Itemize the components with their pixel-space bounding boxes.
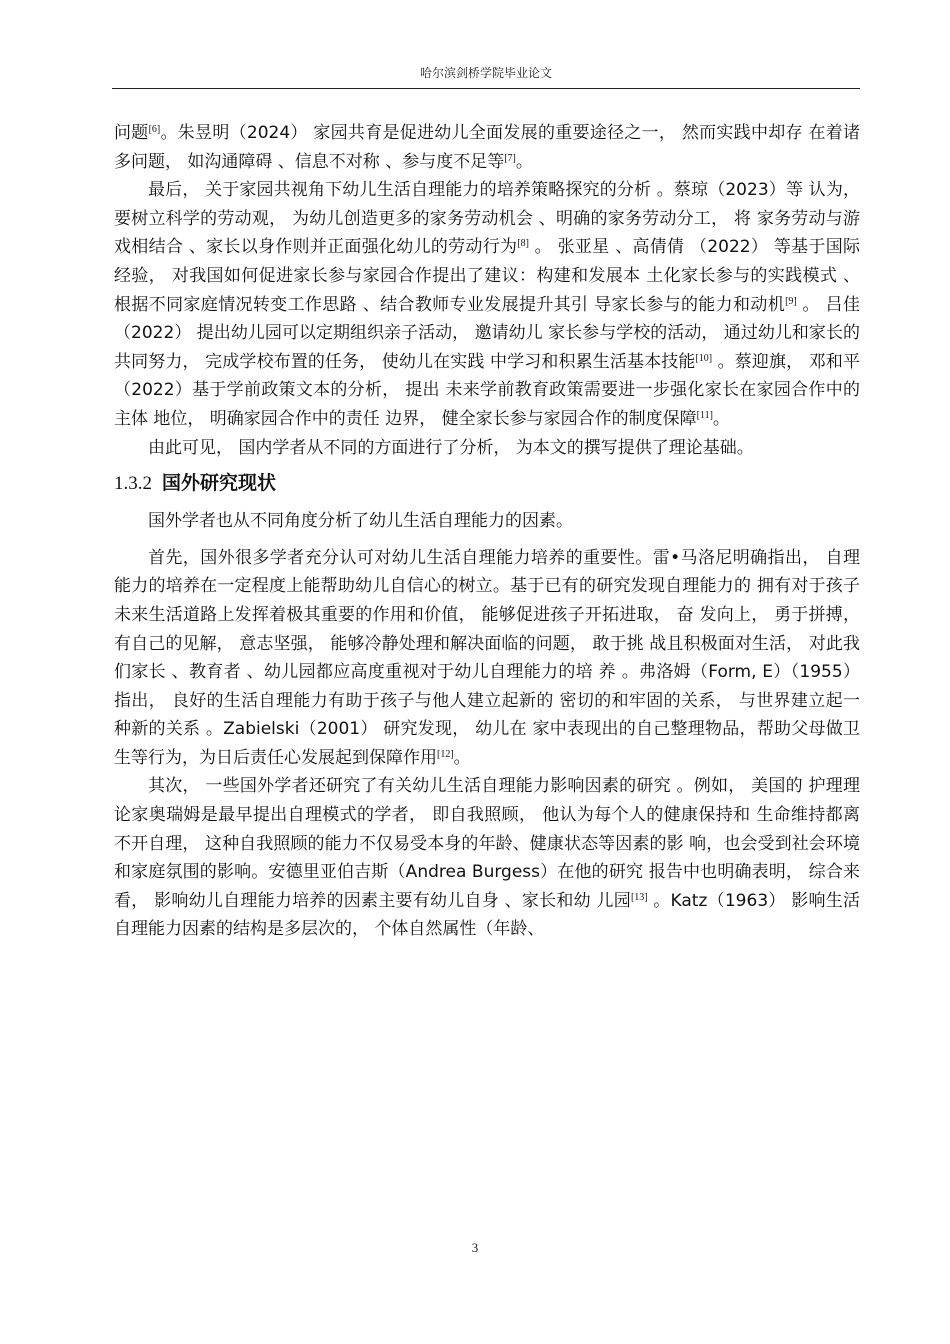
section-heading (114, 468, 860, 499)
paragraph-text: 。 张亚星 、高倩倩 （2022） 等基于国际经验， 对我国如何促进家长参与家园合作提出了建议：构建和发展本 土化家长参与的实践模式 、根据不同家庭情况转变工作思路 、结合教师专业发展提升其引 导家长参与的能力和动机 (114, 237, 860, 315)
section-title: 国外研究现状 (162, 472, 277, 495)
citation: [10] (695, 352, 713, 364)
page-number: 3 (471, 1240, 479, 1255)
citation: [12] (437, 748, 454, 760)
paragraph-text: 其次， 一些国外学者还研究了有关幼儿生活自理能力影响因素的研究 。例如， 美国的 护理理论家奥瑞姆是最早提出自理模式的学者， 即自我照顾， 他认为每个人的健康保持和 生命维持都离不开自理， 这种自我照顾的能力不仅易受本身的年龄、健康状态等因素的影 响，也会受到社会环境和家庭氛围的影响。安德里亚伯吉斯（Andrea Burgess）在他的研究 报告中也明确表明， 综合来看， 影响幼儿自理能力培养的因素主要有幼儿自身 、家长和幼 儿园 (114, 776, 860, 911)
paragraph-text: 国外学者也从不同角度分析了幼儿生活自理能力的因素。 (148, 511, 573, 532)
paragraph-foreign-importance (114, 544, 860, 773)
paragraph-domestic-problems (114, 119, 860, 176)
citation: [11] (696, 409, 713, 421)
citation: [6] (148, 124, 161, 135)
paragraph-text: 。 (453, 747, 471, 768)
citation: [9] (785, 295, 797, 307)
paragraph-text: 。Katz（1963） 影响生活自理能力因素的结构是多层次的， 个体自然属性（年龄、 (114, 890, 860, 940)
paragraph-text: 首先，国外很多学者充分认可对幼儿生活自理能力培养的重要性。雷•马洛尼明确指出， 自理能力的培养在一定程度上能帮助幼儿自信心的树立。基于已有的研究发现自理能力的 拥有对于孩子未来生活道路上发挥着极其重要的作用和价值， 能够促进孩子开拓进取， 奋 发向上， 勇于拼搏， 有自己的见解， 意志坚强， 能够冷静处理和解决面临的问题， 敢于挑 战且积极面对生活， 对此我们家长 、教育者 、幼儿园都应高度重视对于幼儿自理能力的培 养 。弗洛姆（Form, E）（1955）指出， 良好的生活自理能力有助于孩子与他人建立起新的 密切的和牢固的关系， 与世界建立起一种新的关系 。Zabielski（2001） 研究发现， 幼儿在 家中表现出的自己整理物品，帮助父母做卫生等行为，为日后责任心发展起到保障作用 (114, 547, 860, 768)
paragraph-text: 最后， 关于家园共视角下幼儿生活自理能力的培养策略探究的分析 。蔡琼（2023）等 认为， 要树立科学的劳动观， 为幼儿创造更多的家务劳动机会 、明确的家务劳动分工， 将 家务劳动与游戏相结合 、家长以身作则并正面强化幼儿的劳动行为 (114, 180, 860, 258)
paragraph-foreign-intro (114, 507, 860, 536)
citation: [8] (517, 238, 529, 250)
document-body (114, 119, 860, 944)
page-header (112, 64, 860, 89)
paragraph-text: 。 (712, 408, 730, 429)
section-number: 1.3.2 (114, 473, 152, 495)
header-title: 哈尔滨剑桥学院毕业论文 (419, 66, 552, 80)
paragraph-text: 。朱昱明（2024） 家园共育是促进幼儿全面发展的重要途径之一， 然而实践中却存 在着诸多问题， 如沟通障碍 、信息不对称 、参与度不足等 (114, 123, 861, 172)
citation: [7] (504, 152, 516, 164)
paragraph-text: 问题 (114, 123, 149, 143)
paragraph-foreign-factors (114, 772, 860, 944)
citation: [13] (630, 891, 648, 903)
paragraph-text: 。 吕佳（2022） 提出幼儿园可以定期组织亲子活动， 邀请幼儿 家长参与学校的活动， 通过幼儿和家长的共同努力， 完成学校布置的任务， 使幼儿在实践 中学习和积累生活基本技能 (114, 294, 861, 372)
page-footer (0, 1240, 950, 1256)
paragraph-text: 。 (515, 151, 533, 172)
paragraph-summary (114, 434, 860, 463)
paragraph-text: 。蔡迎旗， 邓和平（2022）基于学前政策文本的分析， 提出 未来学前教育政策需要进一步强化家长在家园合作中的主体 地位， 明确家园合作中的责任 边界， 健全家长参与家园合作的制度保障 (114, 351, 860, 429)
paragraph-text: 由此可见， 国内学者从不同的方面进行了分析， 为本文的撰写提供了理论基础。 (148, 437, 754, 458)
paragraph-strategies (114, 176, 860, 433)
